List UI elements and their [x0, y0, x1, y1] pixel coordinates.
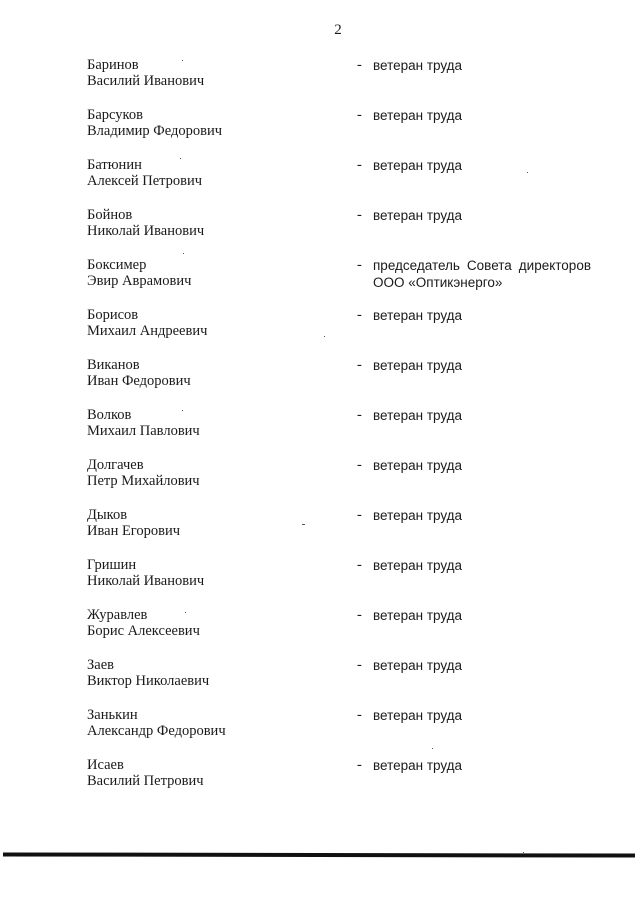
person-surname: Гришин	[87, 557, 137, 573]
person-role: ветеран труда	[373, 508, 463, 523]
person-given-name: Борис Алексеевич	[87, 623, 200, 639]
separator-dash: -	[357, 257, 362, 273]
person-role: ветеран труда	[373, 308, 463, 323]
scan-speck	[527, 172, 528, 173]
scan-speck	[432, 748, 433, 749]
person-given-name: Василий Петрович	[87, 773, 204, 789]
list-item	[87, 55, 607, 105]
person-surname: Долгачев	[87, 457, 144, 473]
person-role: ветеран труда	[373, 558, 463, 573]
separator-dash: -	[357, 607, 362, 623]
scan-speck	[302, 524, 305, 525]
person-given-name: Михаил Павлович	[87, 423, 200, 439]
person-surname: Волков	[87, 407, 132, 423]
person-given-name: Василий Иванович	[87, 73, 205, 89]
separator-dash: -	[357, 157, 362, 173]
person-given-name: Николай Иванович	[87, 223, 205, 239]
person-role: ветеран труда	[373, 358, 463, 373]
separator-dash: -	[357, 357, 362, 373]
person-given-name: Владимир Федорович	[87, 123, 223, 139]
person-role: ветеран труда	[373, 758, 463, 773]
separator-dash: -	[357, 757, 362, 773]
person-role: ветеран труда	[373, 208, 463, 223]
list-item	[87, 505, 607, 555]
separator-dash: -	[357, 557, 362, 573]
separator-dash: -	[357, 407, 362, 423]
list-item	[87, 105, 607, 155]
person-given-name: Эвир Аврамович	[87, 273, 192, 289]
person-role	[373, 257, 591, 291]
person-surname: Барсуков	[87, 107, 143, 123]
person-given-name: Михаил Андреевич	[87, 323, 208, 339]
list-item	[87, 605, 607, 655]
list-item	[87, 455, 607, 505]
person-role: ветеран труда	[373, 408, 463, 423]
person-given-name: Николай Иванович	[87, 573, 205, 589]
person-role-line1: председатель Совета директоров	[373, 258, 591, 273]
person-role-line2: ООО «Оптикэнерго»	[373, 275, 503, 290]
list-item	[87, 755, 607, 805]
person-surname: Баринов	[87, 57, 139, 73]
person-surname: Борисов	[87, 307, 139, 323]
scan-speck	[324, 336, 325, 337]
person-role: ветеран труда	[373, 458, 463, 473]
separator-dash: -	[357, 207, 362, 223]
list-item	[87, 255, 607, 305]
person-surname: Батюнин	[87, 157, 142, 173]
list-item	[87, 705, 607, 755]
person-given-name: Алексей Петрович	[87, 173, 203, 189]
person-role: ветеран труда	[373, 158, 463, 173]
person-surname: Заев	[87, 657, 114, 673]
separator-dash: -	[357, 107, 362, 123]
person-surname: Бойнов	[87, 207, 133, 223]
separator-dash: -	[357, 507, 362, 523]
list-item	[87, 655, 607, 705]
person-given-name: Иван Егорович	[87, 523, 181, 539]
separator-dash: -	[357, 307, 362, 323]
person-list	[87, 55, 607, 805]
scan-speck	[182, 60, 183, 61]
person-surname: Журавлев	[87, 607, 148, 623]
person-role: ветеран труда	[373, 658, 463, 673]
person-given-name: Виктор Николаевич	[87, 673, 210, 689]
separator-dash: -	[357, 57, 362, 73]
separator-dash: -	[357, 457, 362, 473]
person-given-name: Иван Федорович	[87, 373, 191, 389]
person-role: ветеран труда	[373, 608, 463, 623]
scan-speck	[180, 158, 181, 159]
person-role: ветеран труда	[373, 708, 463, 723]
page-number: 2	[334, 22, 342, 38]
list-item	[87, 405, 607, 455]
person-given-name: Александр Федорович	[87, 723, 226, 739]
separator-dash: -	[357, 657, 362, 673]
person-surname: Занькин	[87, 707, 138, 723]
list-item	[87, 355, 607, 405]
person-role: ветеран труда	[373, 108, 463, 123]
bottom-rule	[3, 852, 635, 857]
scan-speck	[183, 253, 184, 254]
list-item	[87, 205, 607, 255]
person-surname: Боксимер	[87, 257, 147, 273]
separator-dash: -	[357, 707, 362, 723]
list-item	[87, 155, 607, 205]
person-surname: Виканов	[87, 357, 140, 373]
person-surname: Дыков	[87, 507, 128, 523]
list-item	[87, 305, 607, 355]
scan-speck	[182, 410, 183, 411]
person-role: ветеран труда	[373, 58, 463, 73]
scan-speck	[185, 612, 186, 613]
list-item	[87, 555, 607, 605]
person-surname: Исаев	[87, 757, 124, 773]
person-given-name: Петр Михайлович	[87, 473, 200, 489]
